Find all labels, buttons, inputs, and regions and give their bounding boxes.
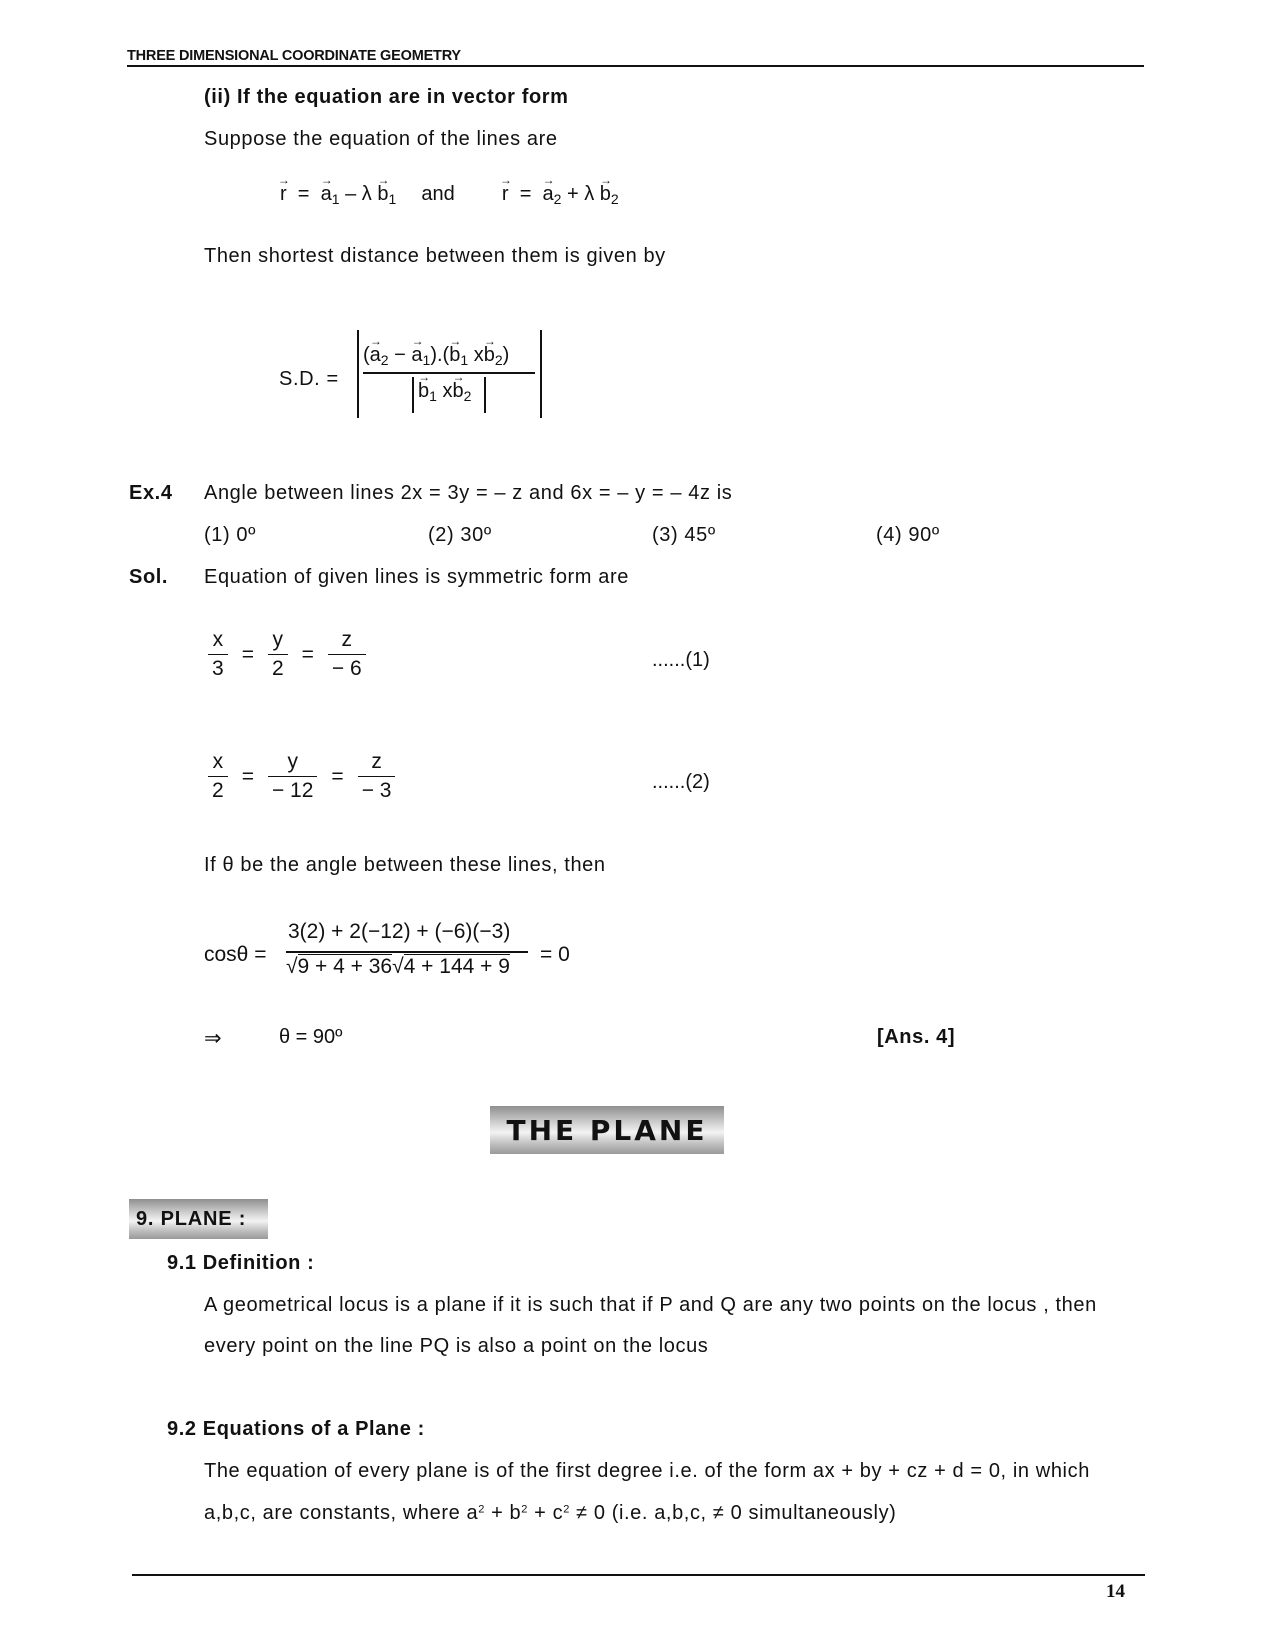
subsection-heading-definition: 9.1 Definition : — [167, 1252, 315, 1274]
example-question: Angle between lines 2x = 3y = – z and 6x = – y = – 4z is — [204, 482, 733, 504]
header-rule — [127, 65, 1144, 67]
equation-2: $\frac{x}{2}$ = $\frac{y}{- 12}$ = $\frac{z}{- 3}$ — [204, 750, 399, 803]
definition-line-1: A geometrical locus is a plane if it is such that if P and Q are any two points on the locus , then — [204, 1294, 1097, 1316]
connector-and: and — [421, 183, 455, 205]
implies-arrow: ⇒ — [204, 1027, 222, 1050]
cos-numerator: 3(2) + 2(−12) + (−6)(−3) — [288, 920, 511, 943]
abs-bar-left — [357, 330, 359, 418]
final-result: θ = 90º — [279, 1026, 343, 1048]
option-1: (1) 0º — [204, 524, 257, 546]
cos-result: = 0 — [540, 943, 570, 966]
equations-line-2: a,b,c, are constants, where $a^2 + b^2 + c^2 \ne 0$ (i.e. a,b,c, ≠ 0 simultaneously) — [204, 1502, 897, 1524]
solution-intro: Equation of given lines is symmetric form are — [204, 566, 629, 588]
not-equal-symbol: ≠ — [576, 1502, 588, 1524]
solution-label: Sol. — [129, 566, 169, 588]
abs-bar-right — [540, 330, 542, 418]
equation-2-tag: ......(2) — [652, 771, 710, 793]
example-label: Ex.4 — [129, 482, 173, 504]
denominator-abs-left — [412, 377, 414, 413]
denominator-abs-right — [484, 377, 486, 413]
sd-label: S.D. = — [279, 368, 339, 390]
sd-numerator: (→ $a_2$ − → $a_1).(\to b_1$ $x\to b_2$) — [363, 344, 509, 368]
not-equal-symbol: ≠ — [712, 1502, 725, 1524]
chapter-banner — [490, 1106, 724, 1154]
answer-label: [Ans. 4] — [877, 1026, 956, 1048]
running-header: THREE DIMENSIONAL COORDINATE GEOMETRY — [127, 48, 461, 64]
cos-fraction-bar — [286, 951, 528, 953]
section-title: 9. PLANE : — [136, 1207, 247, 1230]
equation-1: $\frac{x}{3}$ = $\frac{y}{2}$ = $\frac{z}{- 6}$ — [204, 628, 370, 681]
chapter-banner-title: THE PLANE — [506, 1113, 708, 1147]
page-number: 14 — [1106, 1581, 1125, 1602]
definition-line-2: every point on the line PQ is also a point on the locus — [204, 1335, 709, 1357]
vector-r: → r — [280, 183, 287, 206]
equations-line-1: The equation of every plane is of the first degree i.e. of the form ax + by + cz + d = 0, in which — [204, 1460, 1090, 1482]
subsection-heading-vector-form: (ii) If the equation are in vector form — [204, 86, 569, 108]
sd-fraction-bar — [363, 372, 535, 374]
theta-intro: If θ be the angle between these lines, then — [204, 854, 606, 876]
cos-theta-label: cosθ = — [204, 943, 267, 966]
option-4: (4) 90º — [876, 524, 940, 546]
sd-intro: Then shortest distance between them is given by — [204, 245, 666, 267]
equation-1-tag: ......(1) — [652, 649, 710, 671]
vector-line-equations: → r = → $a_1 - \lambda \to b_1$ and → r = → $a_2 + \lambda \to b_2$ — [280, 183, 619, 207]
option-3: (3) 45º — [652, 524, 716, 546]
footer-rule — [132, 1574, 1145, 1576]
section-banner — [129, 1199, 268, 1239]
subsection-heading-equations: 9.2 Equations of a Plane : — [167, 1418, 425, 1440]
cos-denominator: √9 + 4 + 36√4 + 144 + 9 — [286, 955, 510, 978]
sd-denominator: → $b_1$ $x\to b_2$ — [418, 380, 471, 404]
vector-form-intro: Suppose the equation of the lines are — [204, 128, 558, 150]
option-2: (2) 30º — [428, 524, 492, 546]
